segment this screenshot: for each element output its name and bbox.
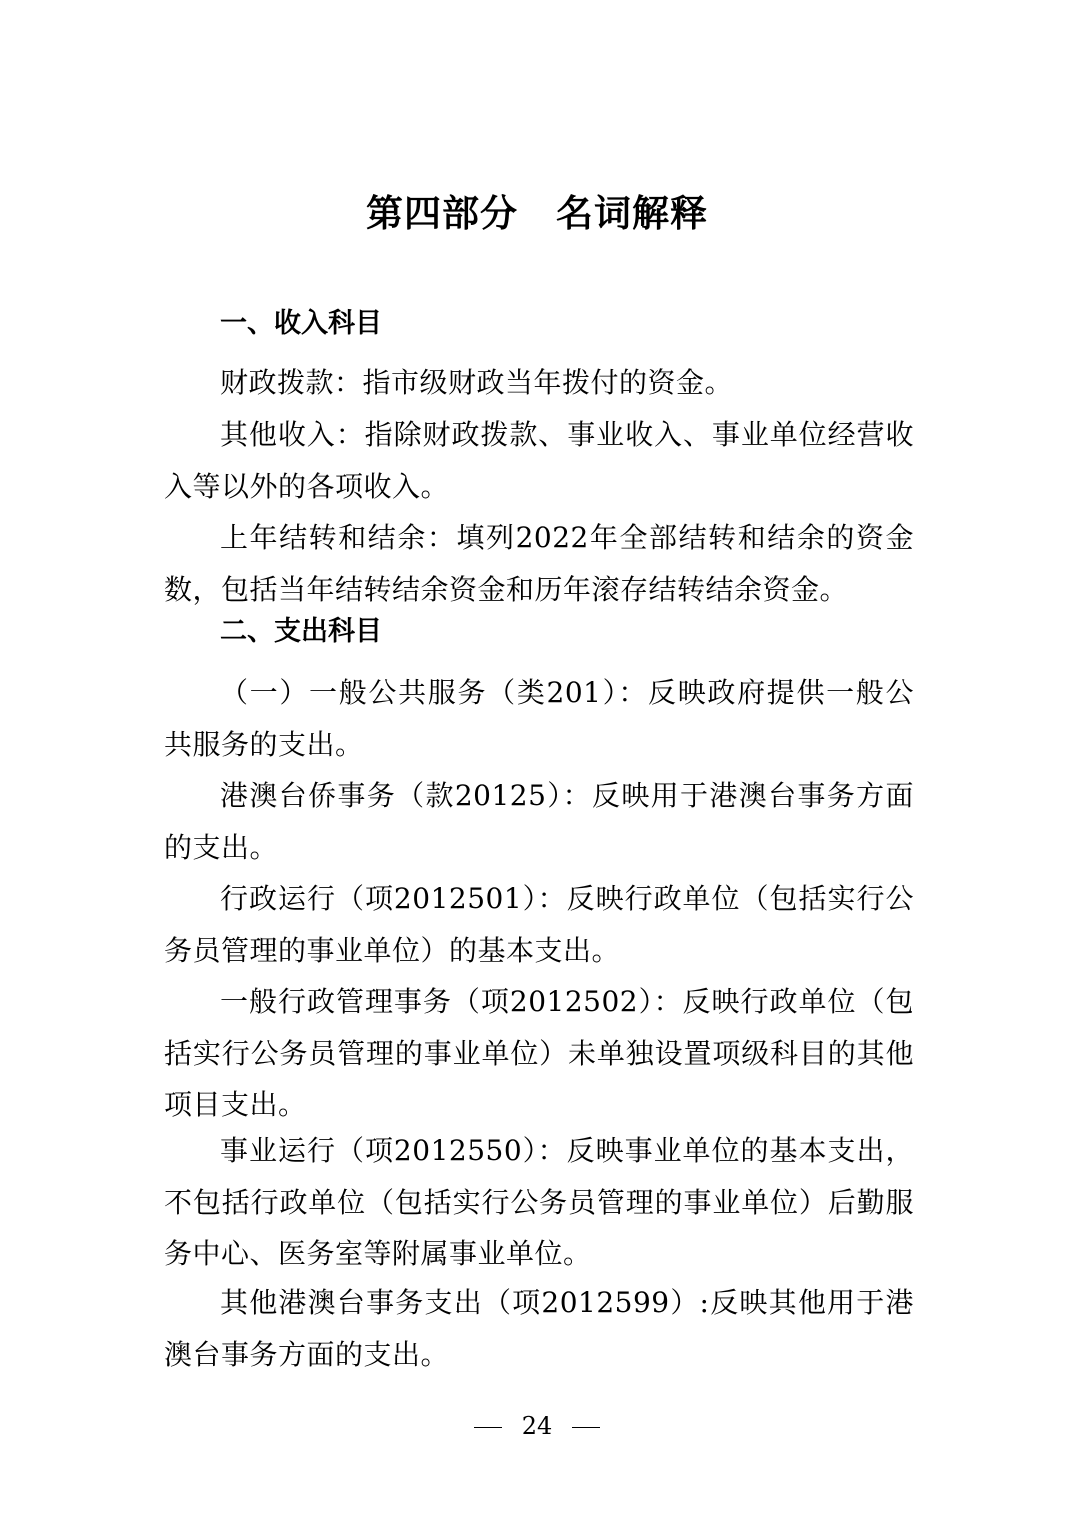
paragraph-administrative-operation: 行政运行（项2012501）：反映行政单位（包括实行公务员管理的事业单位）的基本支出。 [164, 882, 914, 967]
section-heading-income: 一、收入科目 [220, 308, 382, 339]
footer-dash-right [572, 1427, 600, 1428]
paragraph-other-hmt-affairs: 其他港澳台事务支出（项2012599）:反映其他用于港澳台事务方面的支出。 [164, 1286, 914, 1371]
page-number: 24 [521, 1412, 553, 1440]
paragraph-hk-macao-taiwan-affairs: 港澳台侨事务（款20125）：反映用于港澳台事务方面的支出。 [164, 779, 914, 864]
paragraph-fiscal-appropriation: 财政拨款：指市级财政当年拨付的资金。 [220, 366, 734, 399]
paragraph-general-admin-affairs: 一般行政管理事务（项2012502）：反映行政单位（包括实行公务员管理的事业单位）未单独设置项级科目的其他项目支出。 [164, 985, 914, 1121]
page-title: 第四部分 名词解释 [366, 192, 708, 235]
paragraph-other-income: 其他收入：指除财政拨款、事业收入、事业单位经营收入等以外的各项收入。 [164, 418, 914, 503]
paragraph-carryover-balance: 上年结转和结余：填列2022年全部结转和结余的资金数，包括当年结转结余资金和历年滚存结转结余资金。 [164, 521, 914, 606]
page-footer [0, 1408, 1074, 1444]
paragraph-general-public-services: （一）一般公共服务（类201）：反映政府提供一般公共服务的支出。 [164, 676, 914, 761]
footer-dash-left [474, 1427, 502, 1428]
paragraph-institution-operation: 事业运行（项2012550）：反映事业单位的基本支出，不包括行政单位（包括实行公务员管理的事业单位）后勤服务中心、医务室等附属事业单位。 [164, 1134, 914, 1270]
section-heading-expenditure: 二、支出科目 [220, 616, 382, 647]
